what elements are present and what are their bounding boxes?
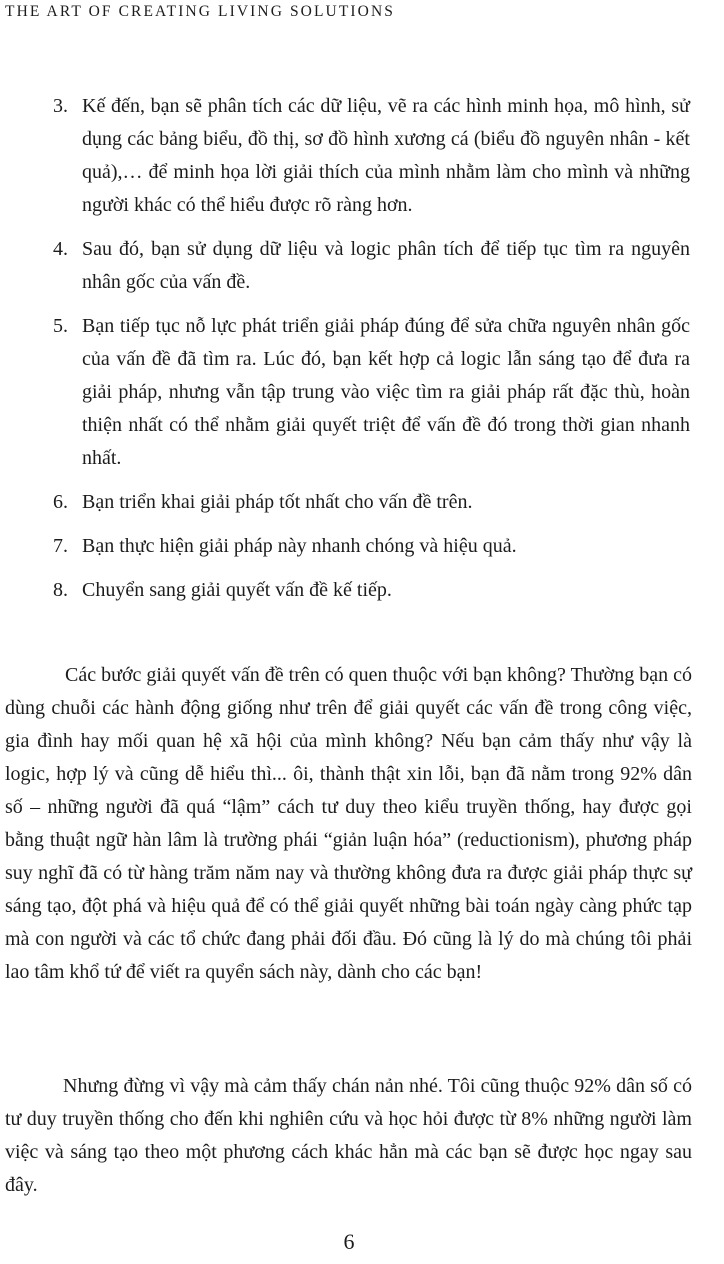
page-number: 6 bbox=[343, 1229, 355, 1254]
list-item-number: 5. bbox=[53, 315, 68, 337]
list-item-text: Bạn triển khai giải pháp tốt nhất cho vấn đề trên. bbox=[82, 491, 473, 513]
list-item bbox=[0, 310, 690, 475]
body-paragraph: Các bước giải quyết vấn đề trên có quen thuộc với bạn không? Thường bạn có dùng chuỗi các hành động giống như trên để giải quyết các vấn đề trong công việc, gia đình hay mối quan hệ xã hội của mình không? Nếu bạn cảm thấy như vậy là logic, hợp lý và cũng dễ hiểu thì... ôi, thành thật xin lỗi, bạn đã nằm trong 92% dân số – những người đã quá “lậm” cách tư duy theo kiểu truyền thống, hay được gọi bằng thuật ngữ hàn lâm là trường phái “giản luận hóa” (reductionism), phương pháp suy nghĩ đã có từ hàng trăm năm nay và thường không đưa ra được giải pháp thực sự sáng tạo, đột phá và hiệu quả để có thể giải quyết những bài toán ngày càng phức tạp mà con người và các tổ chức đang phải đối đầu. Đó cũng là lý do mà chúng tôi phải lao tâm khổ tứ để viết ra quyển sách này, dành cho các bạn! bbox=[5, 664, 692, 983]
list-item-text: Chuyển sang giải quyết vấn đề kế tiếp. bbox=[82, 579, 392, 601]
list-item-text: Bạn thực hiện giải pháp này nhanh chóng và hiệu quả. bbox=[82, 535, 517, 557]
list-item-number: 3. bbox=[53, 95, 68, 117]
body-paragraph: Nhưng đừng vì vậy mà cảm thấy chán nản nhé. Tôi cũng thuộc 92% dân số có tư duy truyền thống cho đến khi nghiên cứu và học hỏi được từ 8% những người làm việc và sáng tạo theo một phương cách khác hẳn mà các bạn sẽ được học ngay sau đây. bbox=[5, 1075, 692, 1196]
list-item-text: Bạn tiếp tục nỗ lực phát triển giải pháp đúng để sửa chữa nguyên nhân gốc của vấn đề đã tìm ra. Lúc đó, bạn kết hợp cả logic lẫn sáng tạo để đưa ra giải pháp, nhưng vẫn tập trung vào việc tìm ra giải pháp rất đặc thù, hoàn thiện nhất có thể nhằm giải quyết triệt để vấn đề đó trong thời gian nhanh nhất. bbox=[82, 315, 690, 469]
list-item-number: 4. bbox=[53, 238, 68, 260]
list-item bbox=[0, 574, 690, 607]
list-item-number: 8. bbox=[53, 579, 68, 601]
list-item bbox=[0, 233, 690, 299]
list-item bbox=[0, 486, 690, 519]
running-header: THE ART OF CREATING LIVING SOLUTIONS bbox=[5, 3, 395, 20]
list-item-text: Sau đó, bạn sử dụng dữ liệu và logic phân tích để tiếp tục tìm ra nguyên nhân gốc của vấn đề. bbox=[82, 238, 690, 293]
numbered-list bbox=[0, 90, 724, 618]
list-item-number: 6. bbox=[53, 491, 68, 513]
list-item-number: 7. bbox=[53, 535, 68, 557]
list-item bbox=[0, 90, 690, 222]
list-item-text: Kế đến, bạn sẽ phân tích các dữ liệu, vẽ ra các hình minh họa, mô hình, sử dụng các bảng biểu, đồ thị, sơ đồ hình xương cá (biểu đồ nguyên nhân - kết quả),… để minh họa lời giải thích của mình nhằm làm cho mình và những người khác có thể hiểu được rõ ràng hơn. bbox=[82, 95, 690, 216]
list-item bbox=[0, 530, 690, 563]
